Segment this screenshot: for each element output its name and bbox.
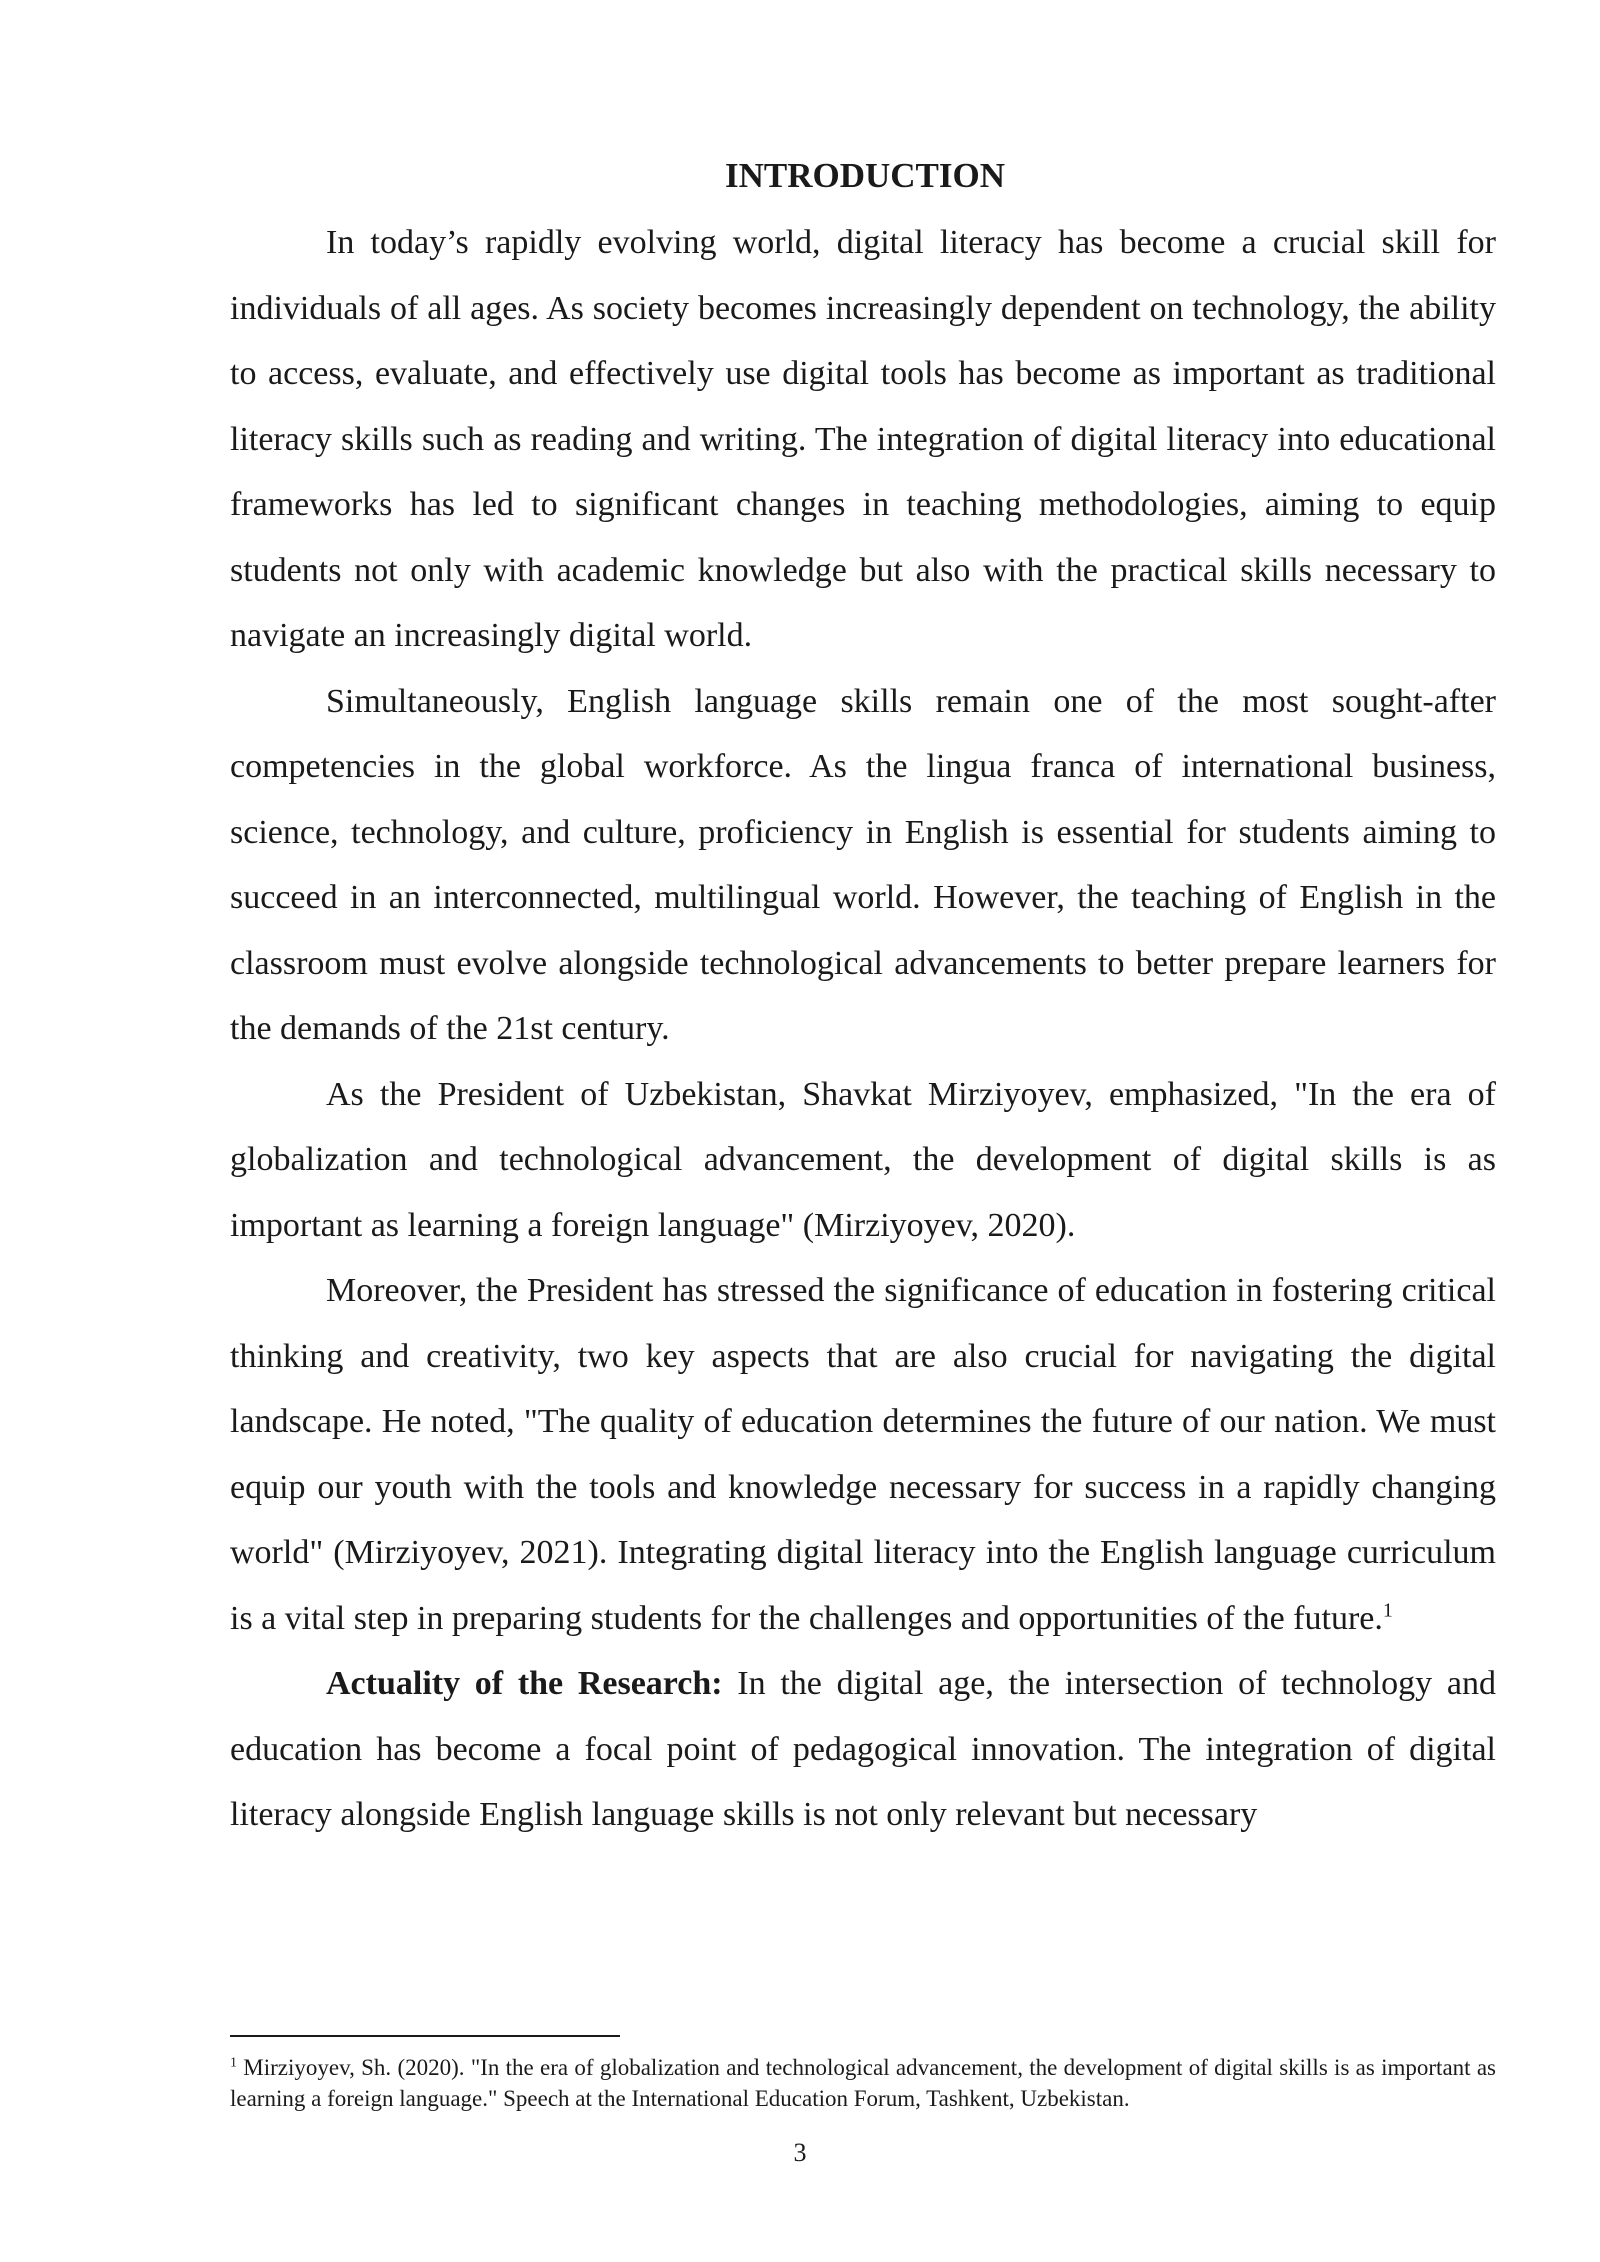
footnote-separator bbox=[230, 2035, 620, 2037]
page-number: 3 bbox=[793, 2138, 807, 2167]
footnote-text: Mirziyoyev, Sh. (2020). "In the era of globalization and technological advancement, the development of digital skills is as important as learning a foreign language." Speech at the International Education Forum, Tashkent, Uzbekistan. bbox=[230, 2055, 1496, 2111]
paragraph-3 bbox=[230, 1062, 1496, 1259]
footnote-marker: 1 bbox=[230, 2055, 237, 2071]
paragraph-5-lead: Actuality of the Research: bbox=[326, 1665, 723, 1702]
footnote-reference[interactable]: 1 bbox=[1382, 1599, 1393, 1622]
paragraph-5 bbox=[230, 1651, 1496, 1848]
paragraph-1-text: In today’s rapidly evolving world, digital literacy has become a crucial skill for individuals of all ages. As society becomes increasingly dependent on technology, the ability to access, evaluate, and effectively use digital tools has become as important as traditional literacy skills such as reading and writing. The integration of digital literacy into educational frameworks has led to significant changes in teaching methodologies, aiming to equip students not only with academic knowledge but also with the practical skills necessary to navigate an increasingly digital world. bbox=[230, 224, 1496, 654]
page-title: INTRODUCTION bbox=[724, 156, 1006, 195]
paragraph-4 bbox=[230, 1258, 1496, 1651]
paragraph-2-text: Simultaneously, English language skills remain one of the most sought-after competencies in the global workforce. As the lingua franca of international business, science, technology, and culture, proficiency in English is essential for students aiming to succeed in an interconnected, multilingual world. However, the teaching of English in the classroom must evolve alongside technological advancements to better prepare learners for the demands of the 21st century. bbox=[230, 682, 1496, 1047]
body-text bbox=[230, 210, 1496, 1848]
footnote bbox=[230, 2052, 1496, 2114]
paragraph-5-text: In the digital age, the intersection of technology and education has become a focal point of pedagogical innovation. The integration of digital literacy alongside English language skills is not only relevant but necessary bbox=[230, 1665, 1496, 1833]
paragraph-4-text: Moreover, the President has stressed the significance of education in fostering critical thinking and creativity, two key aspects that are also crucial for navigating the digital landscape. He noted, "The quality of education determines the future of our nation. We must equip our youth with the tools and knowledge necessary for success in a rapidly changing world" (Mirziyoyev, 2021). Integrating digital literacy into the English language curriculum is a vital step in preparing students for the challenges and opportunities of the future. bbox=[230, 1272, 1496, 1637]
paragraph-3-text: As the President of Uzbekistan, Shavkat Mirziyoyev, emphasized, "In the era of globalization and technological advancement, the development of digital skills is as important as learning a foreign language" (Mirziyoyev, 2020). bbox=[230, 1075, 1496, 1244]
paragraph-1 bbox=[230, 210, 1496, 669]
paragraph-2 bbox=[230, 669, 1496, 1062]
